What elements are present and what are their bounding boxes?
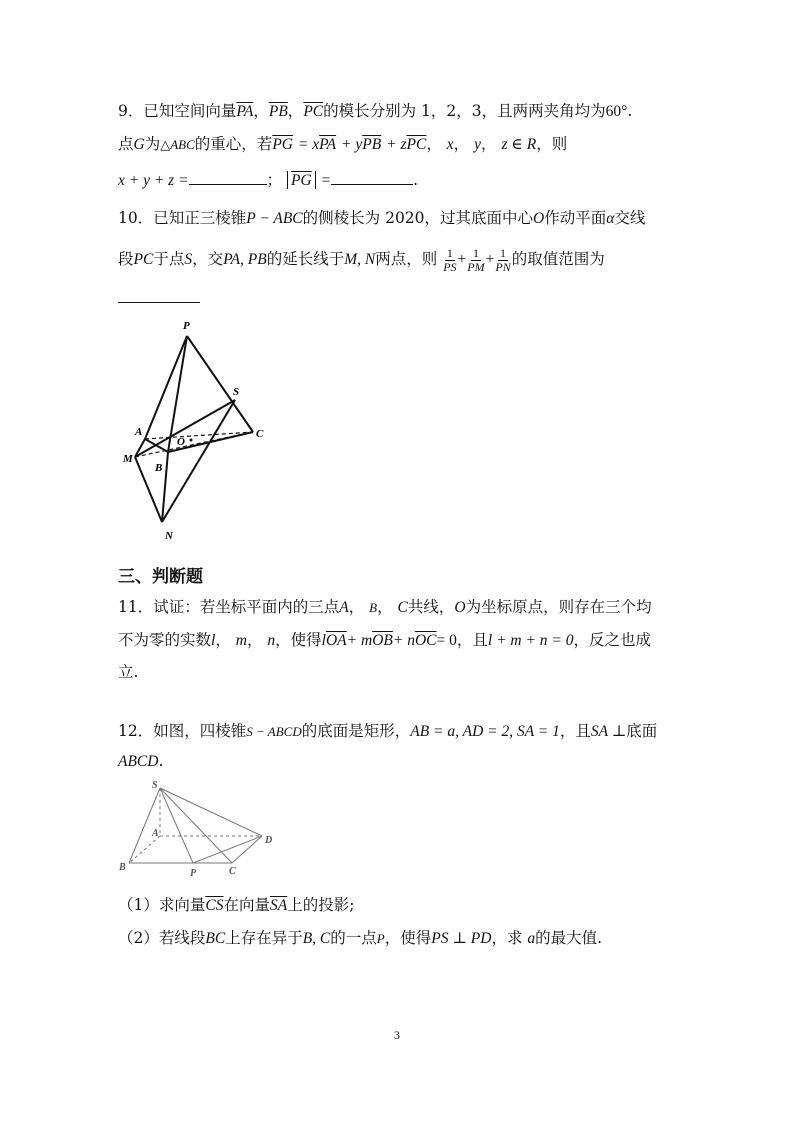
var-m: m	[235, 632, 247, 649]
pyramid-pabc: P − ABC	[246, 210, 303, 227]
label-s: S	[233, 386, 240, 398]
triangle-abc: △ABC	[160, 137, 195, 152]
q9-text: ，则	[536, 135, 568, 153]
vector-pa: $\overline{PA}$	[319, 136, 337, 153]
answer-blank-range[interactable]	[118, 302, 200, 303]
vector-pb: $\overline{PB}$	[268, 103, 288, 120]
plus: +	[485, 251, 495, 268]
q10-text: 作动平面	[544, 209, 607, 227]
q12-text: ，使得	[384, 929, 432, 947]
q12-number: 12．	[118, 722, 154, 740]
q12-text: ，且	[559, 722, 591, 740]
q10-text: 于点	[153, 250, 185, 268]
vector-ob: $\overline{OB}$	[372, 632, 393, 649]
plus-y: + y	[341, 136, 363, 153]
eq-x: = x	[297, 136, 320, 153]
var-x: x	[446, 136, 454, 153]
center-dot	[190, 439, 193, 442]
q9-text: 已知空间向量	[143, 102, 237, 120]
segment-pc: PC	[133, 251, 154, 268]
vector-pg: $\overline{PG}$	[272, 136, 293, 153]
point-o: O	[533, 210, 545, 227]
q12-text: 的一点	[330, 929, 377, 947]
conditions: AB = a, AD = 2, SA = 1	[410, 723, 560, 740]
q10-text: 交线	[614, 209, 646, 227]
q11-line1: 11．试证：若坐标平面内的三点A， B， C共线，O为坐标原点，则存在三个均	[118, 598, 652, 616]
figure-solid-lines	[135, 336, 253, 522]
label-p: P	[190, 868, 197, 879]
edge-sd	[160, 788, 262, 836]
q10-text: ，交	[192, 250, 224, 268]
label-b: B	[119, 862, 126, 873]
q11-text: 试证：若坐标平面内的三点	[153, 598, 340, 616]
q10-line2	[118, 244, 605, 275]
q12-text: 上的投影;	[287, 896, 355, 914]
vector-sa: $\overline{SA}$	[269, 897, 288, 914]
answer-blank-norm[interactable]	[331, 170, 413, 185]
q11-text: ，且	[456, 631, 488, 649]
frac-numerator: 1	[472, 245, 479, 260]
sep: ，	[481, 135, 497, 153]
expr-l: l	[321, 632, 326, 649]
var-l: l	[211, 632, 216, 649]
label-a: A	[152, 828, 159, 839]
q11-text: ，反之也成	[573, 631, 652, 649]
segments-pa-pb: PA, PB	[223, 251, 267, 268]
point-g: G	[133, 136, 145, 153]
angle-value: 60°	[605, 103, 628, 120]
q9-line2	[118, 134, 567, 155]
points-m-n: M, N	[344, 251, 376, 268]
perp-sa: SA ⊥	[590, 723, 627, 740]
q10-text: 两点，则	[375, 250, 438, 268]
edge-pb	[168, 336, 187, 452]
answer-blank-sum[interactable]	[189, 170, 267, 185]
page-number: 3	[394, 1028, 400, 1042]
edge-sb	[129, 788, 160, 863]
q9-text: 的重心，若	[194, 135, 273, 153]
q12-text: （1）求向量	[118, 896, 206, 914]
q9-line1	[118, 101, 632, 122]
vector-pc: $\overline{PC}$	[303, 103, 324, 120]
q12-text: 如图，四棱锥	[153, 722, 247, 740]
point-b: B	[369, 600, 378, 615]
vector-pb: $\overline{PB}$	[362, 136, 382, 153]
equals: =	[320, 172, 332, 189]
q10-text: 的延长线于	[266, 250, 345, 268]
vector-oc: $\overline{OC}$	[414, 632, 437, 649]
edge-pc	[187, 336, 253, 432]
q9-text: 为	[144, 135, 161, 153]
edge-sp	[160, 788, 193, 863]
plus: +	[457, 251, 467, 268]
var-y: y	[474, 136, 481, 153]
vector-pg: $\overline{PG}$	[291, 172, 312, 189]
semicolon: ；	[266, 171, 283, 189]
q12-text: ，求	[491, 929, 523, 947]
sep: ，	[287, 102, 304, 120]
sum-lmn: l + m + n = 0	[487, 632, 574, 649]
sum-expression: x + y + z =	[118, 172, 189, 189]
sep: ，	[453, 135, 470, 153]
expr-n: + n	[392, 632, 415, 649]
q11-text: 为坐标原点，则存在三个均	[465, 598, 652, 616]
q12-line2	[118, 751, 163, 772]
sep: ，	[253, 102, 269, 120]
q11-text: ，使得	[275, 631, 322, 649]
plane-alpha: α	[606, 210, 615, 227]
label-c: C	[256, 428, 264, 440]
point-p: P	[376, 931, 385, 946]
q12-text: 在向量	[223, 896, 270, 914]
q12-text: 上存在异于	[225, 929, 303, 947]
vector-oa: $\overline{OA}$	[325, 632, 347, 649]
sep: ，	[426, 135, 442, 153]
period: .	[158, 752, 164, 770]
q10-line1	[118, 208, 645, 229]
q12-text: （2）若线段	[118, 929, 206, 947]
figure2-solid-lines	[129, 788, 262, 863]
frac-denominator: PM	[467, 259, 485, 274]
q9-text: 的模长分别为 1，2，3，且两两夹角均为	[323, 102, 606, 120]
q12-part2	[118, 928, 602, 949]
abs-pg	[287, 171, 316, 189]
frac-denominator: PS	[443, 259, 457, 274]
fraction-1-ps	[443, 247, 456, 274]
frac-denominator: PN	[495, 259, 511, 274]
var-z-in-r: z ∈ R	[501, 136, 537, 153]
q10-text: 段	[118, 250, 134, 268]
point-s: S	[184, 251, 193, 268]
edge-pa	[145, 336, 187, 439]
q9-number: 9．	[118, 102, 144, 120]
q12-line1	[118, 721, 657, 742]
point-c: C	[397, 599, 408, 616]
q11-line2: 不为零的实数l， m， n，使得$l\overline{OA}+ m\overline{OB}+ n\overline{OC}= 0$，且l + m + n = 0，反之也成	[118, 631, 652, 649]
fraction-1-pm	[467, 247, 484, 274]
q11-line3	[118, 662, 138, 682]
q10-text: 的取值范围为	[511, 250, 605, 268]
edge-bn	[162, 452, 168, 522]
q9-text: 点	[118, 135, 134, 153]
q12-text: 的底面是矩形，	[301, 722, 411, 740]
q9-line3	[118, 170, 418, 191]
q10-text: 已知正三棱锥	[153, 209, 247, 227]
label-a: A	[135, 426, 143, 438]
period: .	[413, 171, 419, 189]
q10-text: 的侧棱长为 2020，过其底面中心	[302, 209, 534, 227]
label-p: P	[183, 320, 190, 332]
frac-numerator: 1	[446, 245, 453, 260]
vector-cs: $\overline{CS}$	[205, 897, 224, 914]
quad-pyramid-figure	[112, 776, 282, 884]
q11-number: 11．	[118, 598, 154, 616]
label-c: C	[229, 866, 236, 877]
var-n: n	[267, 632, 276, 649]
q12-text: 底面	[626, 722, 658, 740]
q10-number: 10．	[118, 209, 154, 227]
q11-text: 立.	[118, 663, 139, 681]
section-heading: 三、判断题	[118, 567, 203, 587]
q11-text: 共线，	[407, 598, 455, 616]
var-a: a	[527, 930, 536, 947]
vector-pc: $\overline{PC}$	[406, 136, 427, 153]
point-o: O	[454, 599, 466, 616]
pyramid-figure	[115, 315, 290, 545]
edge-ab-hidden	[129, 836, 160, 863]
plus-z: + z	[386, 136, 407, 153]
period: .	[627, 102, 633, 120]
q12-text: 的最大值.	[535, 929, 603, 947]
segment-bc: BC	[205, 930, 226, 947]
pyramid-sabcd: S − ABCD	[246, 724, 302, 739]
point-a: A	[339, 599, 349, 616]
q12-part1	[118, 895, 354, 916]
frac-numerator: 1	[500, 245, 507, 260]
edge-cd	[232, 836, 262, 863]
expr-m: + m	[346, 632, 373, 649]
q11-text: 不为零的实数	[118, 631, 212, 649]
zero-vector: = 0	[436, 632, 457, 649]
base-abcd: ABCD	[118, 753, 159, 770]
fraction-1-pn	[495, 247, 510, 274]
label-b: B	[155, 462, 163, 474]
label-s: S	[152, 780, 158, 791]
vector-pa: $\overline{PA}$	[236, 103, 254, 120]
label-o: O	[177, 436, 185, 448]
perp-ps-pd: PS ⊥ PD	[431, 930, 492, 947]
label-n: N	[165, 530, 173, 542]
label-d: D	[265, 835, 273, 846]
points-b-c: B, C	[302, 930, 331, 947]
label-m: M	[123, 453, 133, 465]
